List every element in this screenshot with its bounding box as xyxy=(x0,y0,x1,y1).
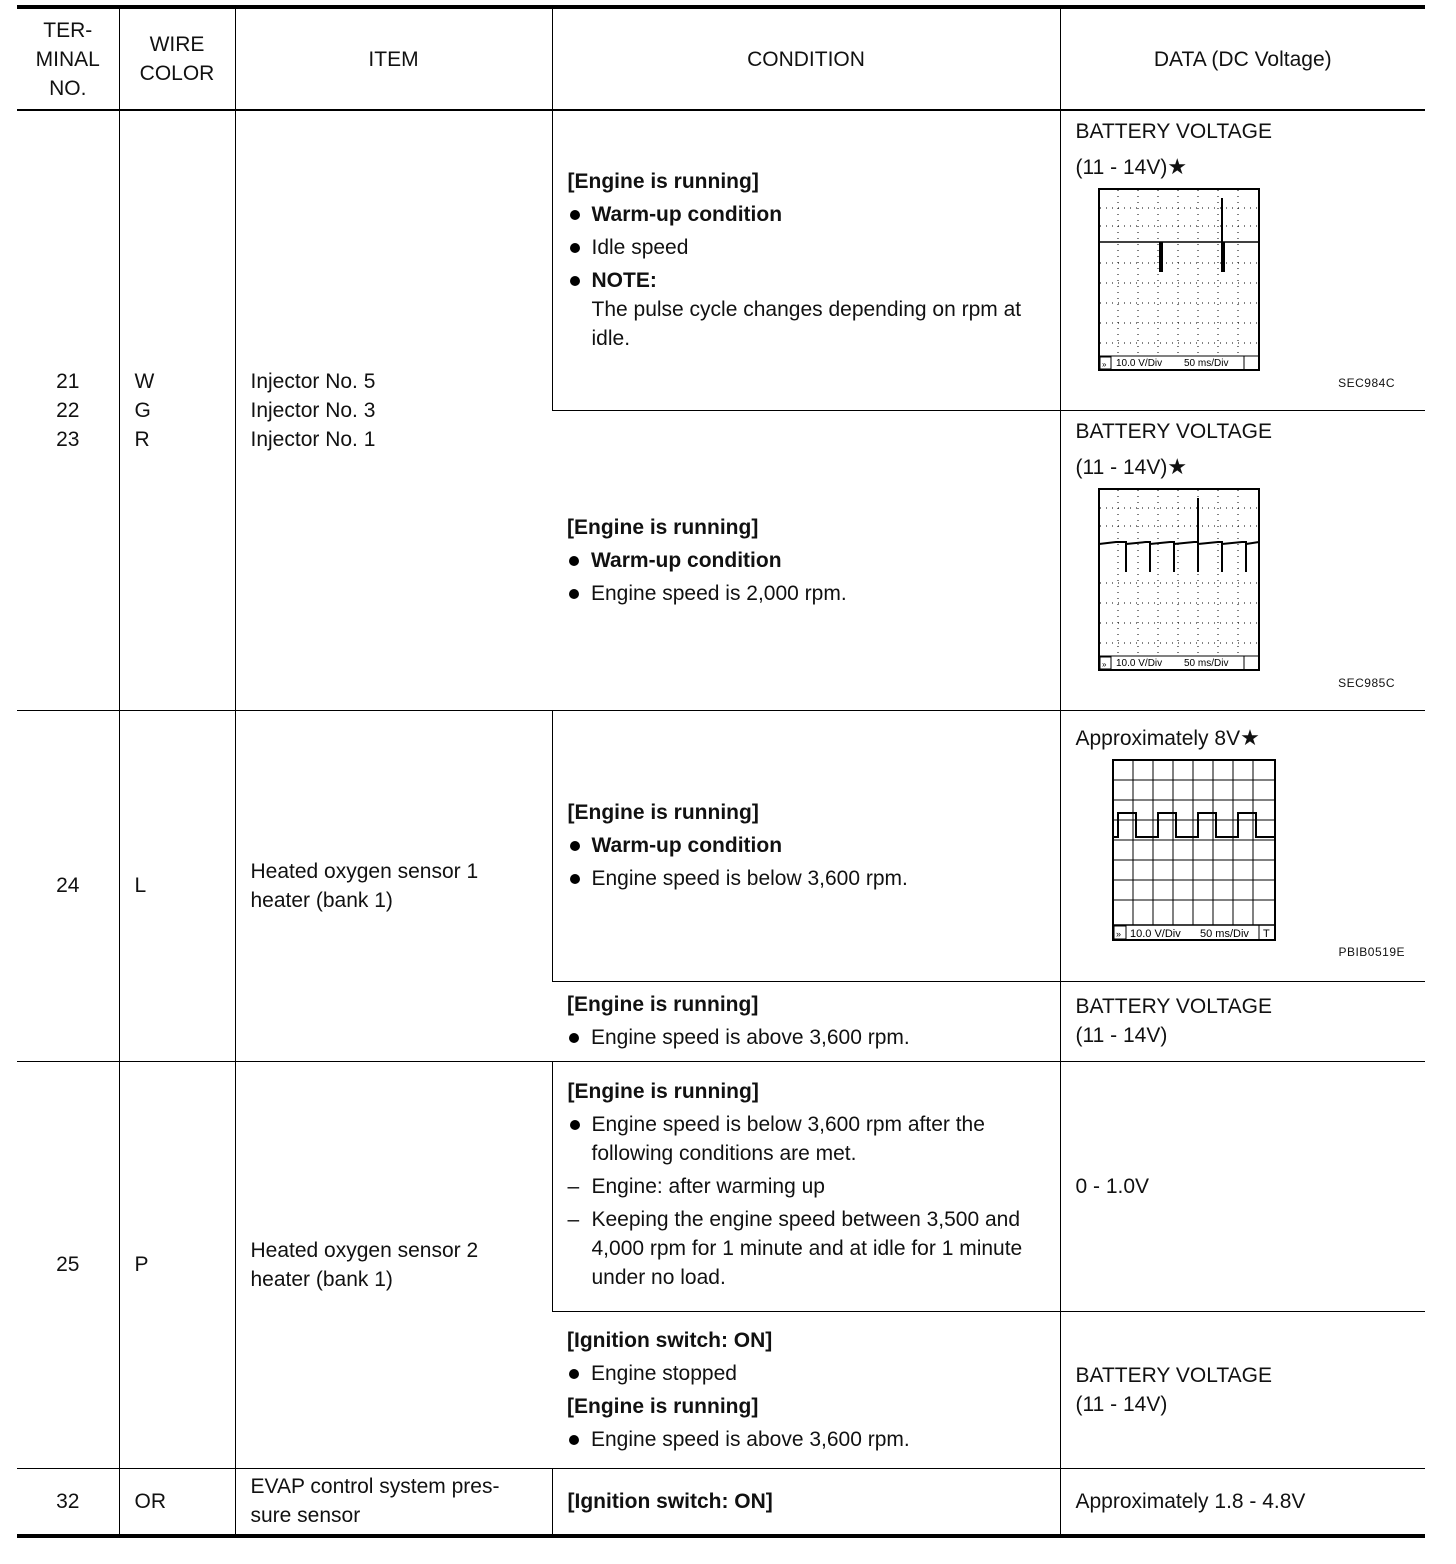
item-name: EVAP control system pres- sure sensor xyxy=(235,1468,552,1536)
condition-header: [Engine is running] xyxy=(567,1079,759,1103)
oscilloscope-waveform-2000rpm xyxy=(1098,488,1264,674)
wire-color: L xyxy=(119,710,235,1061)
data-cell xyxy=(1060,710,1425,981)
condition-bullet: Engine speed is below 3,600 rpm. xyxy=(568,864,1050,893)
condition-cell xyxy=(552,1061,1060,1311)
table-row xyxy=(17,1061,1425,1311)
item-name: Injector No. 5 Injector No. 3 Injector No. 1 xyxy=(235,110,552,710)
condition-header: [Engine is running] xyxy=(567,993,759,1016)
svg-text:50 ms/Div: 50 ms/Div xyxy=(1199,927,1249,940)
figure-label: SEC984C xyxy=(1338,376,1395,390)
condition-bullet: Idle speed xyxy=(568,233,1050,262)
svg-text:10.0 V/Div: 10.0 V/Div xyxy=(1129,927,1181,940)
data-value: (11 - 14V)★ xyxy=(1075,453,1188,479)
note-text: The pulse cycle changes depending on rpm at idle. xyxy=(591,298,1022,351)
svg-text:»: » xyxy=(1101,360,1106,369)
condition-header: [Engine is running] xyxy=(567,170,759,194)
table-row xyxy=(17,710,1425,981)
oscilloscope-waveform-idle xyxy=(1098,188,1264,374)
condition-bullet: Engine speed is 2,000 rpm. xyxy=(567,579,1050,608)
condition-cell xyxy=(552,710,1060,981)
condition-bullet: Engine speed is above 3,600 rpm. xyxy=(567,1425,1050,1454)
data-value: (11 - 14V)★ xyxy=(1075,154,1188,179)
condition-cell xyxy=(552,981,1060,1061)
header-data: DATA (DC Voltage) xyxy=(1060,7,1425,110)
item-name: Heated oxygen sensor 2 heater (bank 1) xyxy=(235,1061,552,1468)
condition-header: [Ignition switch: ON] xyxy=(567,1328,773,1352)
data-value: BATTERY VOLTAGE (11 - 14V) xyxy=(1060,1311,1425,1468)
data-value: BATTERY VOLTAGE xyxy=(1075,419,1272,443)
wire-color: OR xyxy=(119,1468,235,1536)
header-row xyxy=(17,7,1425,110)
header-item: ITEM xyxy=(235,7,552,110)
data-value: BATTERY VOLTAGE xyxy=(1075,120,1272,143)
terminal-number: 32 xyxy=(17,1468,119,1536)
figure-label: SEC985C xyxy=(1338,675,1395,690)
svg-text:»: » xyxy=(1115,928,1121,939)
data-value: BATTERY VOLTAGE (11 - 14V) xyxy=(1060,981,1425,1061)
terminal-data-table xyxy=(17,5,1425,1538)
condition-subitem: – Engine: after warming up xyxy=(568,1172,1050,1201)
star-icon: ★ xyxy=(1167,154,1188,179)
condition-cell xyxy=(552,1468,1060,1536)
data-value: Approximately 1.8 - 4.8V xyxy=(1060,1468,1425,1536)
table-row xyxy=(17,1468,1425,1536)
star-icon: ★ xyxy=(1240,724,1260,750)
wire-color: P xyxy=(119,1061,235,1468)
svg-text:10.0 V/Div: 10.0 V/Div xyxy=(1115,358,1162,369)
data-value: Approximately 8V★ xyxy=(1075,724,1260,750)
terminal-number: 25 xyxy=(17,1061,119,1468)
header-wire-color: WIRE COLOR xyxy=(119,7,235,110)
note-title: NOTE: xyxy=(591,269,657,293)
condition-bullet: Warm-up condition xyxy=(568,200,1050,229)
oscilloscope-waveform-heater xyxy=(1112,759,1280,943)
condition-cell xyxy=(552,1311,1060,1468)
condition-bullet: Warm-up condition xyxy=(568,831,1050,860)
condition-header: [Engine is running] xyxy=(567,801,759,824)
condition-header: [Ignition switch: ON] xyxy=(567,1489,773,1513)
wire-color: W G R xyxy=(119,110,235,710)
condition-header: [Engine is running] xyxy=(567,1394,759,1418)
header-condition: CONDITION xyxy=(552,7,1060,110)
svg-text:T: T xyxy=(1262,927,1270,940)
condition-cell xyxy=(552,410,1060,710)
item-name: Heated oxygen sensor 1 heater (bank 1) xyxy=(235,710,552,1061)
svg-text:50 ms/Div: 50 ms/Div xyxy=(1183,657,1228,669)
table-row xyxy=(17,110,1425,410)
data-cell xyxy=(1060,410,1425,710)
condition-subitem: – Keeping the engine speed between 3,500 and 4,000 rpm for 1 minute and at idle for 1 minute under no load. xyxy=(568,1205,1050,1292)
condition-bullet: Engine stopped xyxy=(567,1359,1050,1388)
data-cell xyxy=(1060,110,1425,410)
terminal-number: 21 22 23 xyxy=(17,110,119,710)
terminal-number: 24 xyxy=(17,710,119,1061)
condition-bullet: Warm-up condition xyxy=(567,546,1050,575)
star-icon: ★ xyxy=(1167,453,1188,479)
header-terminal: TER- MINAL NO. xyxy=(17,7,119,110)
condition-bullet: Engine speed is above 3,600 rpm. xyxy=(567,1023,1050,1052)
condition-bullet: Engine speed is below 3,600 rpm after the following conditions are met. xyxy=(568,1110,1050,1168)
svg-text:10.0 V/Div: 10.0 V/Div xyxy=(1115,657,1162,669)
condition-header: [Engine is running] xyxy=(567,515,759,539)
svg-text:50 ms/Div: 50 ms/Div xyxy=(1183,358,1228,369)
data-value: 0 - 1.0V xyxy=(1060,1061,1425,1311)
condition-cell xyxy=(552,110,1060,410)
svg-text:»: » xyxy=(1101,659,1106,669)
condition-note xyxy=(568,266,1050,353)
figure-label: PBIB0519E xyxy=(1338,944,1405,959)
